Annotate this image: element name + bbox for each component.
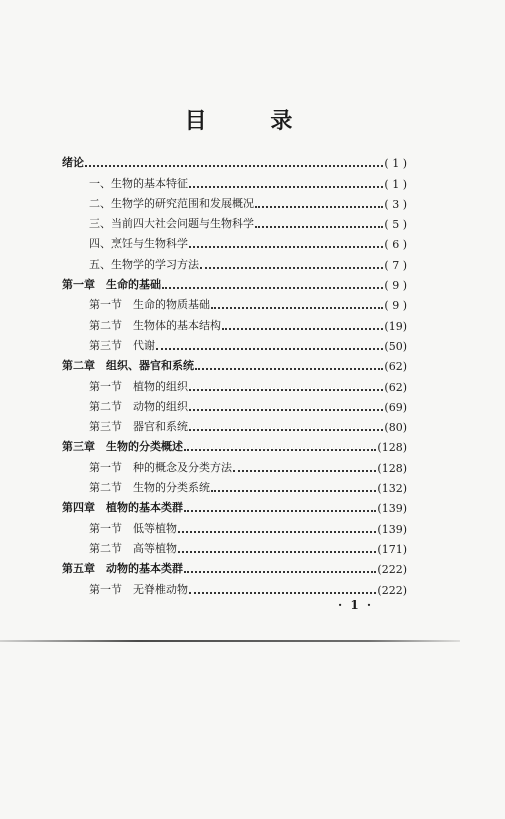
entry-page: ( 3 ) xyxy=(384,197,407,211)
entry-label: 二、生物学的研究范围和发展概况 xyxy=(89,196,254,210)
entry-label: 第二节 生物的分类系统 xyxy=(89,481,210,495)
entry-page: (128) xyxy=(377,441,407,455)
toc-heading: 目 录 xyxy=(184,109,321,134)
entry-page: (222) xyxy=(377,563,407,577)
dot-leader xyxy=(189,388,383,391)
entry-page: ( 1 ) xyxy=(384,177,407,191)
entry-page: (128) xyxy=(377,461,407,475)
entry-label: 第二节 高等植物 xyxy=(89,541,177,555)
toc-entry xyxy=(62,333,407,353)
dot-leader xyxy=(184,448,376,451)
entry-page: ( 5 ) xyxy=(384,218,407,232)
dot-leader xyxy=(184,509,376,512)
page-edge-line xyxy=(0,640,460,642)
toc-entry xyxy=(62,292,407,312)
toc-entry xyxy=(62,191,407,211)
entry-page: (139) xyxy=(377,522,407,536)
toc-entry xyxy=(62,312,407,332)
entry-page: ( 9 ) xyxy=(384,279,407,293)
entry-label: 一、生物的基本特征 xyxy=(89,176,188,190)
entry-page: (132) xyxy=(377,482,407,496)
toc-entry xyxy=(62,475,407,495)
dot-leader xyxy=(255,205,383,208)
dot-leader xyxy=(189,245,383,248)
entry-page: (139) xyxy=(377,502,407,516)
dot-leader xyxy=(222,327,383,330)
toc-entry xyxy=(62,576,407,596)
entry-label: 第一节 生命的物质基础 xyxy=(89,298,210,312)
toc-entry-intro xyxy=(62,150,407,170)
dot-leader xyxy=(189,185,383,188)
entry-page: (62) xyxy=(384,380,407,394)
toc-entry-chapter-5 xyxy=(62,556,407,576)
page-number: · 1 · xyxy=(338,598,374,612)
entry-label: 四、烹饪与生物科学 xyxy=(89,237,188,251)
dot-leader xyxy=(162,286,383,289)
dot-leader xyxy=(178,550,376,553)
dot-leader xyxy=(85,164,383,167)
dot-leader xyxy=(189,591,376,594)
entry-label: 第四章 植物的基本类群 xyxy=(62,501,183,515)
dot-leader xyxy=(255,225,383,228)
entry-page: (62) xyxy=(384,360,407,374)
dot-leader xyxy=(211,489,376,492)
entry-label: 第三章 生物的分类概述 xyxy=(62,440,183,454)
entry-label: 绪论 xyxy=(62,156,84,170)
toc-entry xyxy=(62,170,407,190)
dot-leader xyxy=(184,570,376,573)
entry-label: 三、当前四大社会问题与生物科学 xyxy=(89,217,254,231)
dot-leader xyxy=(178,530,376,533)
entry-label: 第三节 代谢 xyxy=(89,338,155,352)
entry-label: 第二节 动物的组织 xyxy=(89,399,188,413)
entry-page: ( 7 ) xyxy=(384,258,407,272)
entry-label: 第一节 植物的组织 xyxy=(89,379,188,393)
dot-leader xyxy=(156,347,383,350)
entry-label: 第一节 无脊椎动物 xyxy=(89,582,188,596)
entry-label: 第二节 生物体的基本结构 xyxy=(89,318,221,332)
entry-page: (19) xyxy=(384,319,407,333)
entry-page: (69) xyxy=(384,400,407,414)
toc-entry xyxy=(62,536,407,556)
toc-entry xyxy=(62,211,407,231)
table-of-contents xyxy=(62,150,407,597)
entry-label: 第一章 生命的基础 xyxy=(62,278,161,292)
toc-entry xyxy=(62,454,407,474)
toc-entry xyxy=(62,231,407,251)
toc-entry-chapter-1 xyxy=(62,272,407,292)
dot-leader xyxy=(189,408,383,411)
toc-entry xyxy=(62,251,407,271)
entry-label: 五、生物学的学习方法 xyxy=(89,257,199,271)
toc-entry-chapter-3 xyxy=(62,434,407,454)
toc-entry xyxy=(62,414,407,434)
entry-page: (222) xyxy=(377,583,407,597)
entry-page: ( 1 ) xyxy=(384,157,407,171)
toc-entry xyxy=(62,515,407,535)
dot-leader xyxy=(211,306,383,309)
toc-entry-chapter-2 xyxy=(62,353,407,373)
dot-leader xyxy=(189,428,383,431)
entry-label: 第五章 动物的基本类群 xyxy=(62,562,183,576)
dot-leader xyxy=(195,367,383,370)
entry-label: 第一节 种的概念及分类方法 xyxy=(89,460,232,474)
entry-page: ( 6 ) xyxy=(384,238,407,252)
entry-page: (80) xyxy=(384,421,407,435)
entry-page: (50) xyxy=(384,339,407,353)
entry-label: 第一节 低等植物 xyxy=(89,521,177,535)
toc-entry-chapter-4 xyxy=(62,495,407,515)
toc-entry xyxy=(62,394,407,414)
entry-label: 第二章 组织、器官和系统 xyxy=(62,359,194,373)
dot-leader xyxy=(233,469,376,472)
toc-entry xyxy=(62,373,407,393)
entry-page: ( 9 ) xyxy=(384,299,407,313)
entry-label: 第三节 器官和系统 xyxy=(89,420,188,434)
dot-leader xyxy=(200,266,383,269)
entry-page: (171) xyxy=(377,542,407,556)
